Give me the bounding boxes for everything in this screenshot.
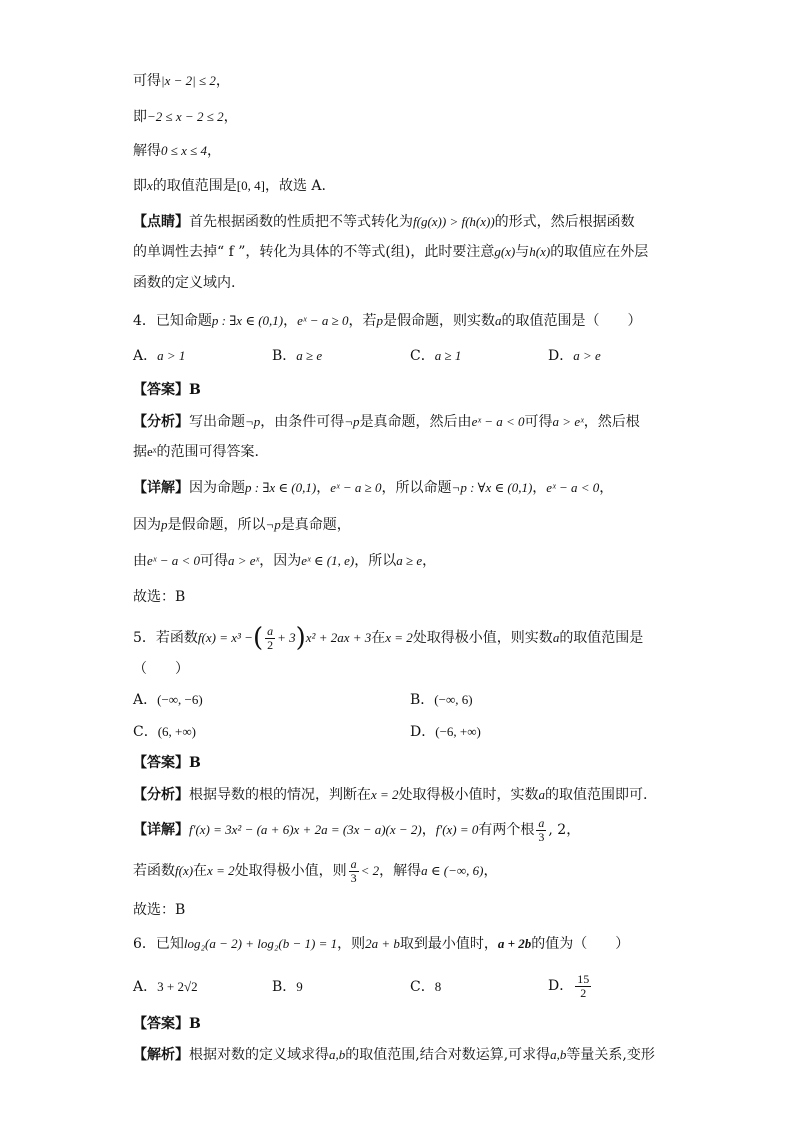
math-expression: f(x) [175,863,194,878]
math-variable: a [552,630,560,645]
q5-detail-line-2 [133,853,497,889]
option-value: a > e [573,348,601,363]
math-expression: [0, 4] [236,178,265,193]
paren-open: ( [252,623,264,653]
solution-line-4 [133,177,326,195]
option-label: A． [133,979,158,995]
text: 的取值范围是 [559,630,644,646]
q4-stem [133,312,641,330]
math-expression: x² + 2ax + 3 [305,630,372,645]
text: 的取值应在外层 [550,244,649,260]
math-expression: eˣ − a < 0 [147,553,200,568]
text: 是假命题，则实数 [382,313,495,329]
math-expression: a ∈ (−∞, 6) [421,863,484,878]
text: 在 [193,863,208,879]
q4-option-a [133,347,185,365]
math-expression: + 3 [277,630,296,645]
text: ， [599,480,614,496]
text: ， [283,313,298,329]
q4-option-d [548,347,601,365]
text: , 2， [548,822,581,838]
q4-option-b [272,347,322,365]
math-expression: a > eˣ [552,414,584,429]
fraction-denominator: 3 [350,870,357,885]
option-label: C． [410,979,435,995]
math-expression: |x − 2| ≤ 2 [161,73,216,88]
text: ， [215,73,230,89]
q5-answer: 【答案】B [133,755,201,771]
fraction-denominator: 3 [538,829,545,844]
q5-option-b [410,691,473,709]
text: 处取得极小值时，实数 [398,787,539,803]
option-label: D． [548,978,574,994]
math-expression: eˣ ∈ (1, e) [301,553,355,568]
text: 取到最小值时， [399,936,498,952]
fraction-denominator: 2 [267,637,274,652]
option-value: (−6, +∞) [435,724,481,739]
fraction-numerator: 15 [577,971,590,986]
fraction [536,817,546,844]
text: 处取得极小值，则 [234,863,347,879]
fraction [349,858,359,885]
text: 5．若函数 [133,630,198,646]
text: 函数的定义域内. [133,275,236,291]
fraction-numerator: a [267,623,274,638]
math-expression: g(x) [494,244,516,259]
text: 是真命题，然后由 [359,414,472,430]
analysis-tag: 【解析】 [133,1047,189,1063]
text: ，然后根 [583,414,640,430]
text: ， [483,863,498,879]
text: 的单调性去掉“ f ”，转化为具体的不等式(组)，此时要注意 [133,244,495,260]
option-value: a ≥ 1 [434,348,462,363]
math-expression: h(x) [529,244,551,259]
fraction [265,625,275,652]
q6-option-b [272,978,303,996]
q4-detail-line-3 [133,552,436,570]
math-expression: 0 ≤ x ≤ 4 [161,143,208,158]
math-expression: eˣ − a < 0 [471,414,525,429]
text: 的范围可得答案. [156,444,259,460]
math-expression: a,b [550,1047,567,1062]
option-value: a > 1 [157,348,186,363]
text: ， [316,480,331,496]
text: 处取得极小值，则实数 [412,630,553,646]
math-expression: −2 ≤ x − 2 ≤ 2 [147,109,224,124]
text: ， [223,109,238,125]
text: 的取值范围是 [152,178,237,194]
text: 可得 [524,414,553,430]
q5-option-d [410,723,481,741]
text: 是真命题， [280,517,351,533]
text: 因为 [133,517,161,533]
option-label: B． [410,692,435,708]
math-expression: a,b [329,1047,346,1062]
math-variable: x [147,178,153,193]
text: ，则 [337,936,366,952]
q5-stem [133,620,643,656]
solution-line-2 [133,108,238,126]
q6-stem [133,935,629,953]
text: 解得 [133,143,161,159]
math-expression: ¬p [344,414,360,429]
text: 是假命题，所以 [167,517,266,533]
math-expression: x = 2 [207,863,235,878]
math-expression: p : ∃x ∈ (0,1) [245,480,317,495]
solution-line-1 [133,72,230,90]
q5-choose: 故选：B [133,902,186,918]
option-value: a ≥ e [296,348,323,363]
option-label: B． [272,348,297,364]
option-value: 9 [296,979,303,994]
text: 的取值范围是（ ） [501,313,642,329]
text: 因为命题 [189,480,245,496]
q6-option-d [548,968,593,1004]
math-variable: a [494,313,502,328]
text: 6．已知 [133,936,184,952]
text: ， [207,143,222,159]
q5-option-a [133,691,203,709]
option-label: D． [548,348,574,364]
math-expression: x = 2 [371,787,399,802]
option-label: A． [133,692,158,708]
q6-analysis [133,1046,655,1064]
text: 即 [133,109,147,125]
text: ，故选 A. [264,178,326,194]
detail-tag: 【详解】 [133,822,189,838]
q6-answer: 【答案】B [133,1016,201,1032]
math-variable: a [538,787,546,802]
math-expression: a + 2b [497,936,532,951]
fraction-numerator: a [350,856,357,871]
math-expression: eˣ − a ≥ 0 [297,313,349,328]
text: 在 [371,630,386,646]
text: 可得 [199,553,228,569]
q4-detail-line-1 [133,479,613,497]
math-expression: eˣ − a ≥ 0 [330,480,382,495]
option-value: 3 + 2√2 [157,979,198,994]
text: ，所以命题 [381,480,452,496]
option-label: C． [133,724,158,740]
math-expression: p : ∃x ∈ (0,1) [211,313,284,328]
option-value: (−∞, −6) [157,692,203,707]
text: 若函数 [133,863,175,879]
q6-option-a [133,978,198,996]
text: ， [422,553,437,569]
math-expression: eˣ − a < 0 [546,480,600,495]
text: 与 [515,244,530,260]
q6-option-c [410,978,441,996]
q5-detail-line-1 [133,812,580,848]
math-expression: x = 2 [385,630,413,645]
option-label: C． [410,348,435,364]
text: ，因为 [259,553,302,569]
option-label: D． [410,724,436,740]
text: 写出命题 [189,414,245,430]
text: 据 [133,444,147,460]
q4-choose: 故选：B [133,589,186,605]
option-value: 8 [434,979,442,994]
q5-analysis [133,786,648,804]
option-label: B． [272,979,297,995]
solution-line-3 [133,142,221,160]
text: 的取值范围,结合对数运算,可求得 [345,1047,551,1063]
math-expression: a > eˣ [227,553,260,568]
text: 根据对数的定义域求得 [189,1047,329,1063]
text: ，若 [348,313,377,329]
math-expression: f(g(x)) > f(h(x)) [413,214,495,229]
text: 首先根据函数的性质把不等式转化为 [189,214,413,230]
text: ， [421,822,436,838]
text: ， [532,480,547,496]
option-label: A． [133,348,158,364]
paren-close: ) [295,623,306,653]
text: ，解得 [379,863,422,879]
detail-tag: 【详解】 [133,480,189,496]
analysis-tag: 【分析】 [133,787,189,803]
text: 4．已知命题 [133,313,212,329]
text: ，由条件可得 [260,414,345,430]
comment-line-3 [133,274,235,292]
q5-option-c [133,723,196,741]
math-expression: a ≥ e [396,553,423,568]
q4-detail-line-2 [133,516,351,534]
text: 等量关系,变形 [566,1047,655,1063]
math-expression: ¬p [245,414,261,429]
math-expression: log₂(a − 2) + log₂(b − 1) = 1 [183,936,338,951]
text: 即 [133,178,147,194]
analysis-tag: 【分析】 [133,414,189,430]
q4-answer: 【答案】B [133,382,201,398]
option-value: (6, +∞) [157,724,196,739]
math-variable: p [161,517,168,532]
text: ，所以 [354,553,397,569]
text: 可得 [133,73,161,89]
text: 由 [133,553,147,569]
math-variable: p [376,313,383,328]
comment-line-1 [133,213,635,231]
math-expression: f′(x) = 3x² − (a + 6)x + 2a = (3x − a)(x − 2) [189,822,422,837]
math-expression: f′(x) = 0 [435,822,479,837]
math-expression: ¬p : ∀x ∈ (0,1) [451,480,533,495]
q4-option-c [410,347,461,365]
text: 根据导数的根的情况，判断在 [189,787,371,803]
text: 有两个根 [478,822,535,838]
math-expression: ¬p [265,517,281,532]
fraction-numerator: a [538,815,545,830]
option-value: (−∞, 6) [434,692,473,707]
fraction-denominator: 2 [580,985,587,1000]
math-expression: 2a + b [365,936,400,951]
q5-stem-paren: （ ） [133,661,189,677]
q4-analysis-line-2 [133,443,259,461]
text: 的值为（ ） [531,936,630,952]
math-expression: < 2 [360,863,380,878]
comment-tag: 【点睛】 [133,214,189,230]
comment-line-2 [133,243,648,261]
q4-analysis-line-1 [133,413,640,431]
math-expression: f(x) = x³ − [197,630,253,645]
math-expression: eˣ [147,444,157,459]
text: 的取值范围即可. [545,787,648,803]
text: 的形式，然后根据函数 [494,214,635,230]
fraction [575,973,591,1000]
